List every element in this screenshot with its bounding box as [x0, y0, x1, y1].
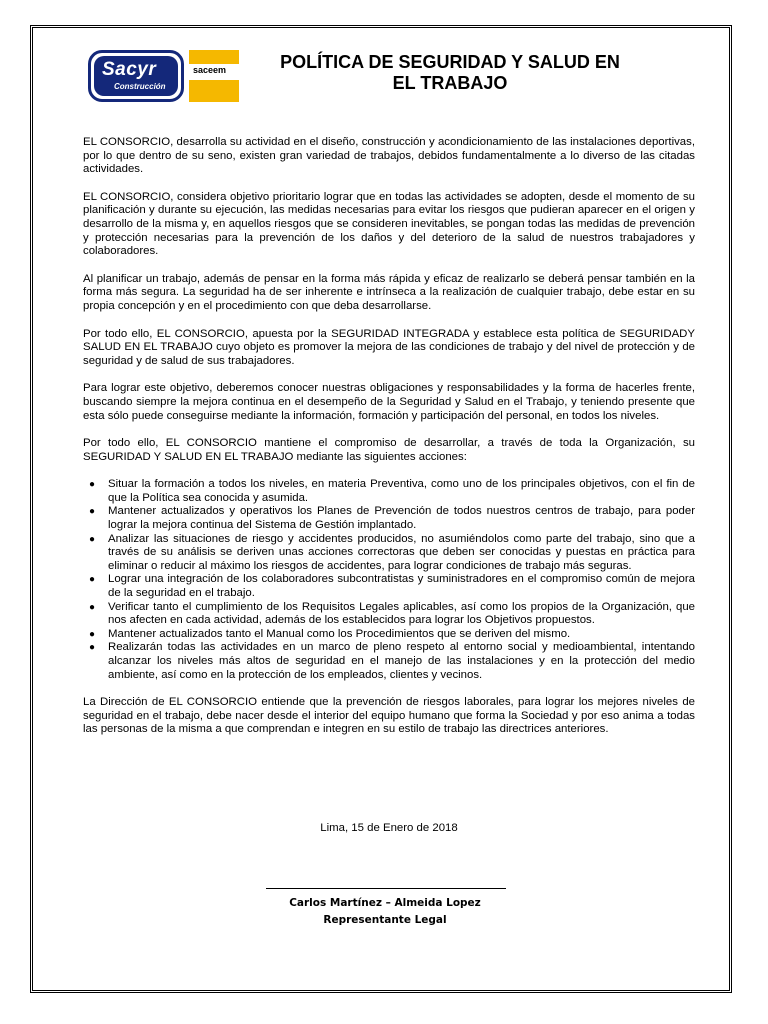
list-item	[83, 641, 695, 682]
list-item	[83, 533, 695, 574]
actions-list	[83, 478, 695, 682]
list-item-text: Situar la formación a todos los niveles, en materia Preventiva, como uno de los principales objetivos, con el fin de que la Política sea conocida y asumida.	[108, 478, 695, 504]
list-item	[83, 573, 695, 600]
sacyr-logo-subtitle: Construcción	[114, 82, 166, 91]
bullet-icon: ●	[89, 506, 96, 518]
bullet-icon: ●	[89, 479, 96, 491]
list-item-text: Analizar las situaciones de riesgo y accidentes producidos, no asumiéndolos como parte del trabajo, sino que a través de su análisis se deriven unas acciones correctoras que deben ser conocidas y puestas en práctica para eliminar o reducir al máximo los riesgos de accidentes, para lograr condiciones de trabajo más seguras.	[108, 532, 695, 572]
paragraph-commitment: Por todo ello, EL CONSORCIO mantiene el compromiso de desarrollar, a través de toda la Organización, su SEGURIDAD Y SALUD EN EL TRABAJO mediante las siguientes acciones:	[83, 437, 695, 463]
paragraph-objective: EL CONSORCIO, considera objetivo prioritario lograr que en todas las actividades se adopten, desde el momento de su planificación y durante su ejecución, las medidas necesarias para evitar los riesgos que pudieran aparecer en el origen y desarrollo de la misma y, en aquellos riesgos que se consideren inevitables, se pongan todas las medidas de prevención y protección necesarias para la prevención de los daños y del deterioro de la salud de nuestros trabajadores y colaboradores.	[83, 190, 695, 258]
sacyr-logo-badge	[94, 56, 178, 96]
title-line-2: EL TRABAJO	[392, 73, 508, 93]
title-line-1: POLÍTICA DE SEGURIDAD Y SALUD EN	[280, 52, 620, 72]
paragraph-obligations: Para lograr este objetivo, deberemos conocer nuestras obligaciones y responsabilidades y la forma de hacerles frente, buscando siempre la mejora continua en el desempeño de la Seguridad y Salud en el Trabajo, y teniendo presente que esta sólo puede conseguirse mediante la información, formación y participación del personal, en todos los niveles.	[83, 382, 695, 422]
list-item-text: Mantener actualizados tanto el Manual como los Procedimientos que se deriven del mismo.	[108, 627, 571, 640]
list-item-text: Realizarán todas las actividades en un marco de pleno respeto al entorno social y medioambiental, intentando alcanzar los niveles más altos de seguridad en el manejo de las instalaciones y en la protección del medio ambiente, así como en la protección de los empleados, clientes y vecinos.	[108, 641, 695, 681]
list-item	[83, 478, 695, 505]
paragraph-planning: Al planificar un trabajo, además de pensar en la forma más rápida y eficaz de realizarlo se deberá pensar también en la forma más segura. La seguridad ha de ser inherente e intrínseca a la realización de cualquier trabajo, debe estar en su propia concepción y en el procedimiento con que deba desarrollarse.	[83, 272, 695, 312]
signature-line	[266, 888, 506, 889]
signature-block	[230, 895, 540, 929]
bullet-icon: ●	[89, 533, 96, 545]
signatory-name: Carlos Martínez – Almeida Lopez	[289, 897, 481, 909]
saceem-logo	[189, 50, 239, 102]
list-item	[83, 505, 695, 532]
paragraph-intro: EL CONSORCIO, desarrolla su actividad en el diseño, construcción y acondicionamiento de las instalaciones deportivas, por lo que dentro de su seno, existen gran variedad de trabajos, debidos fundamentalmente a lo diverso de las citadas actividades.	[83, 136, 695, 176]
bullet-icon: ●	[89, 628, 96, 640]
bullet-icon: ●	[89, 601, 96, 613]
document-title	[240, 52, 660, 94]
saceem-logo-word: saceem	[193, 65, 227, 75]
bullet-icon: ●	[89, 642, 96, 654]
document-date: Lima, 15 de Enero de 2018	[320, 822, 458, 834]
list-item-text: Verificar tanto el cumplimiento de los Requisitos Legales aplicables, así como los propios de la Organización, que nos afecten en cada actividad, además de los establecidos para lograr los Objetivos propuestos.	[108, 600, 695, 627]
list-item-text: Mantener actualizados y operativos los Planes de Prevención de todos nuestros centros de trabajo, para poder lograr la mejora continua del Sistema de Gestión implantado.	[108, 505, 695, 532]
paragraph-integrated-safety: Por todo ello, EL CONSORCIO, apuesta por la SEGURIDAD INTEGRADA y establece esta política de SEGURIDADY SALUD EN EL TRABAJO cuyo objeto es promover la mejora de las condiciones de trabajo y del nivel de protección y de seguridad y de salud de sus trabajadores.	[83, 327, 695, 367]
sacyr-logo-word: Sacyr	[102, 59, 157, 80]
document-body	[83, 136, 695, 751]
sacyr-logo	[88, 50, 184, 102]
signatory-role: Representante Legal	[323, 914, 447, 926]
list-item	[83, 601, 695, 628]
paragraph-closing: La Dirección de EL CONSORCIO entiende que la prevención de riesgos laborales, para lograr los mejores niveles de seguridad en el trabajo, debe nacer desde el interior del equipo humano que forma la Sociedad y por eso anima a todas las personas de la misma a que comprendan e integren en su estilo de trabajo las directrices anteriores.	[83, 696, 695, 736]
list-item-text: Lograr una integración de los colaboradores subcontratistas y suministradores en el compromiso común de mejora de la seguridad en el trabajo.	[108, 573, 695, 600]
list-item	[83, 628, 695, 642]
bullet-icon: ●	[89, 574, 96, 586]
